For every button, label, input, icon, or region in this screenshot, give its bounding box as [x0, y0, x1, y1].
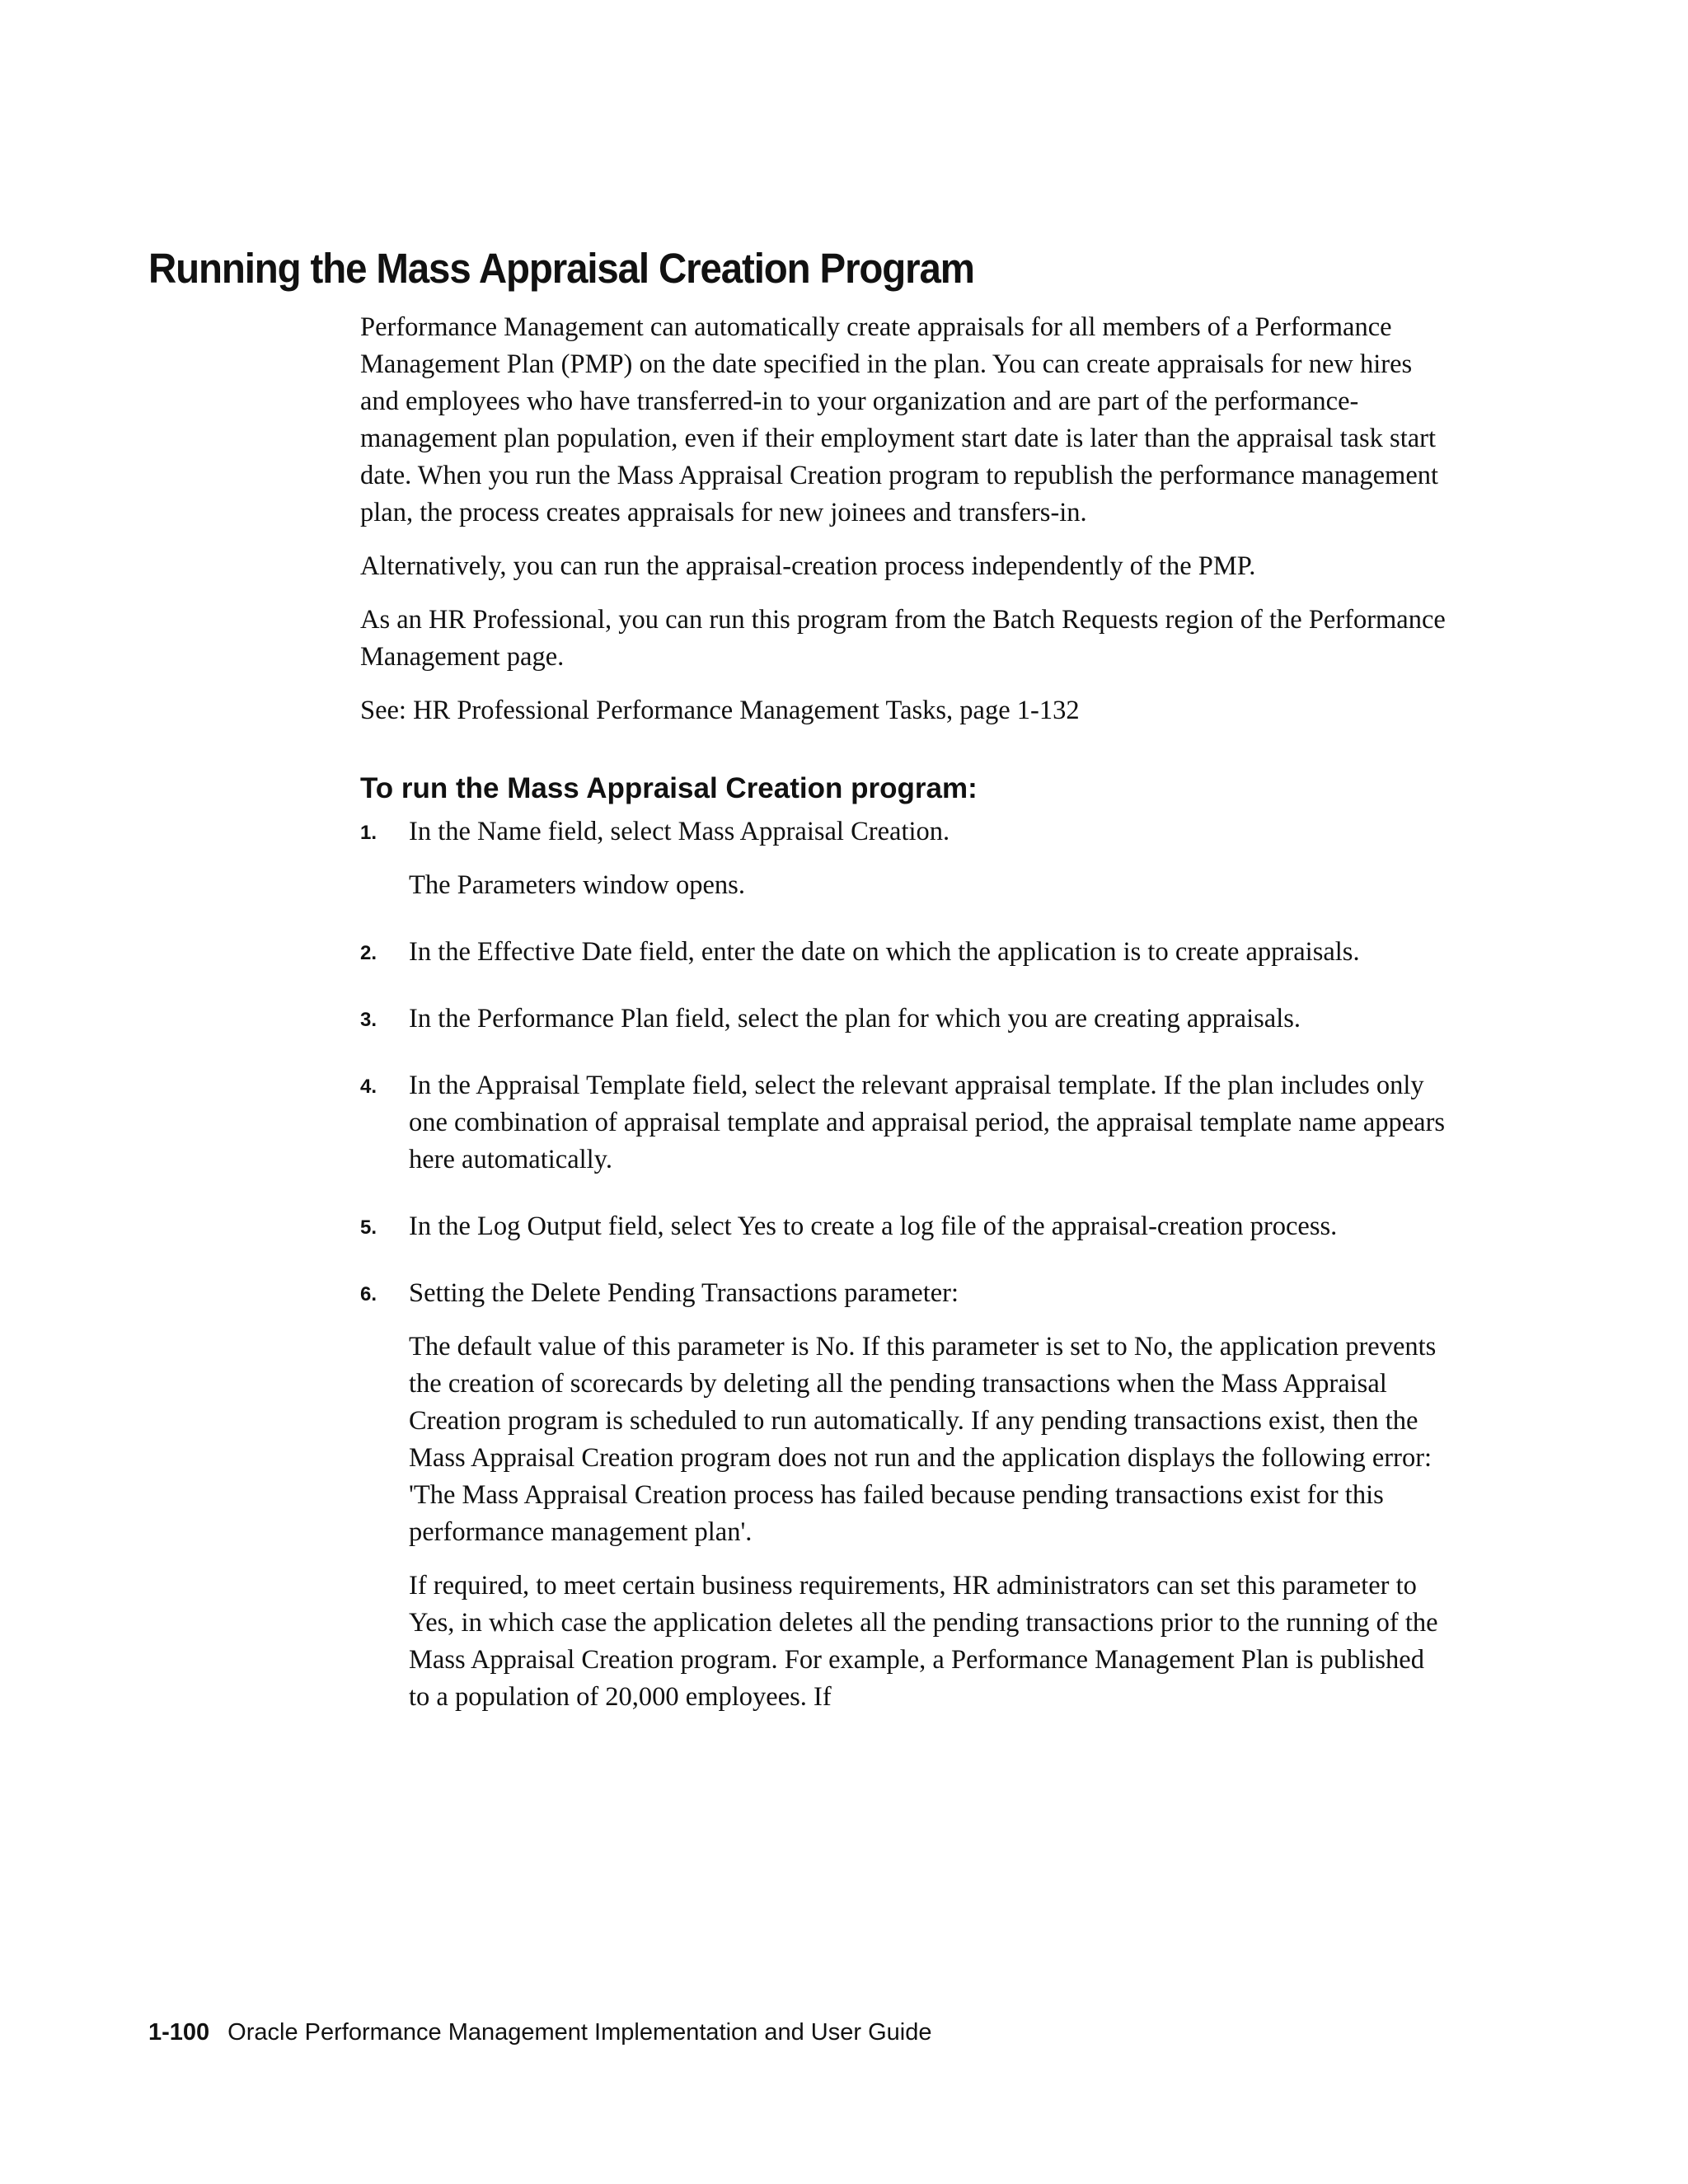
intro-paragraph-1: Performance Management can automatically create appraisals for all members of a Performance Management Plan (PMP) on the date specified in the plan. You can create appraisals for new hires and employees who have transferred-in to your organization and are part of the performance-management plan population, even if their employment start date is later than the appraisal task start date. When you run the Mass Appraisal Creation program to republish the performance management plan, the process creates appraisals for new joinees and transfers-in. [360, 312, 1439, 527]
step-item [360, 1275, 1448, 1716]
step-number: 4. [360, 1076, 377, 1098]
intro-paragraph-2: Alternatively, you can run the appraisal-creation process independently of the PMP. [360, 551, 1256, 581]
step-note: The Parameters window opens. [409, 870, 745, 900]
step-text: In the Performance Plan field, select the plan for which you are creating appraisals. [409, 1004, 1301, 1033]
section-title: Running the Mass Appraisal Creation Program [148, 245, 974, 292]
book-title: Oracle Performance Management Implementation and User Guide [227, 2019, 932, 2046]
step-number: 2. [360, 942, 377, 964]
step-text: Setting the Delete Pending Transactions parameter: [409, 1278, 959, 1308]
intro-paragraph-3: As an HR Professional, you can run this program from the Batch Requests region of the Performance Management page. [360, 605, 1446, 672]
step-number: 5. [360, 1216, 377, 1239]
step-text: In the Name field, select Mass Appraisal Creation. [409, 817, 950, 846]
step-item [360, 934, 1448, 971]
step-number: 6. [360, 1283, 377, 1305]
step-item [360, 1067, 1448, 1179]
procedure-steps [360, 813, 1448, 1716]
step-note: The default value of this parameter is No. If this parameter is set to No, the application prevents the creation of scorecards by deleting all the pending transactions when the Mass Appraisal Creation program is scheduled to run automatically. If any pending transactions exist, then the Mass Appraisal Creation program does not run and the application displays the following error: 'The Mass Appraisal Creation process has failed because pending transactions exist for this performance management plan'. [409, 1332, 1437, 1547]
procedure-heading: To run the Mass Appraisal Creation program: [360, 772, 978, 804]
step-text: In the Log Output field, select Yes to create a log file of the appraisal-creation process. [409, 1212, 1338, 1241]
step-number: 1. [360, 822, 377, 844]
step-item [360, 1208, 1448, 1245]
see-also-reference: See: HR Professional Performance Management Tasks, page 1-132 [360, 696, 1080, 725]
step-item [360, 813, 1448, 904]
step-text: In the Effective Date field, enter the date on which the application is to create appraisals. [409, 937, 1360, 967]
step-number: 3. [360, 1009, 377, 1031]
section-body [360, 309, 1448, 1746]
step-note-continued: If required, to meet certain business requirements, HR administrators can set this parameter to Yes, in which case the application deletes all the pending transactions prior to the running of the Mass Appraisal Creation program. For example, a Performance Management Plan is published to a population of 20,000 employees. If [409, 1571, 1438, 1712]
page-number: 1-100 [148, 2019, 210, 2046]
step-text: In the Appraisal Template field, select the relevant appraisal template. If the plan includes only one combination of appraisal template and appraisal period, the appraisal template name appears here automatically. [409, 1071, 1446, 1174]
page-footer [148, 2019, 931, 2046]
step-item [360, 1001, 1448, 1038]
